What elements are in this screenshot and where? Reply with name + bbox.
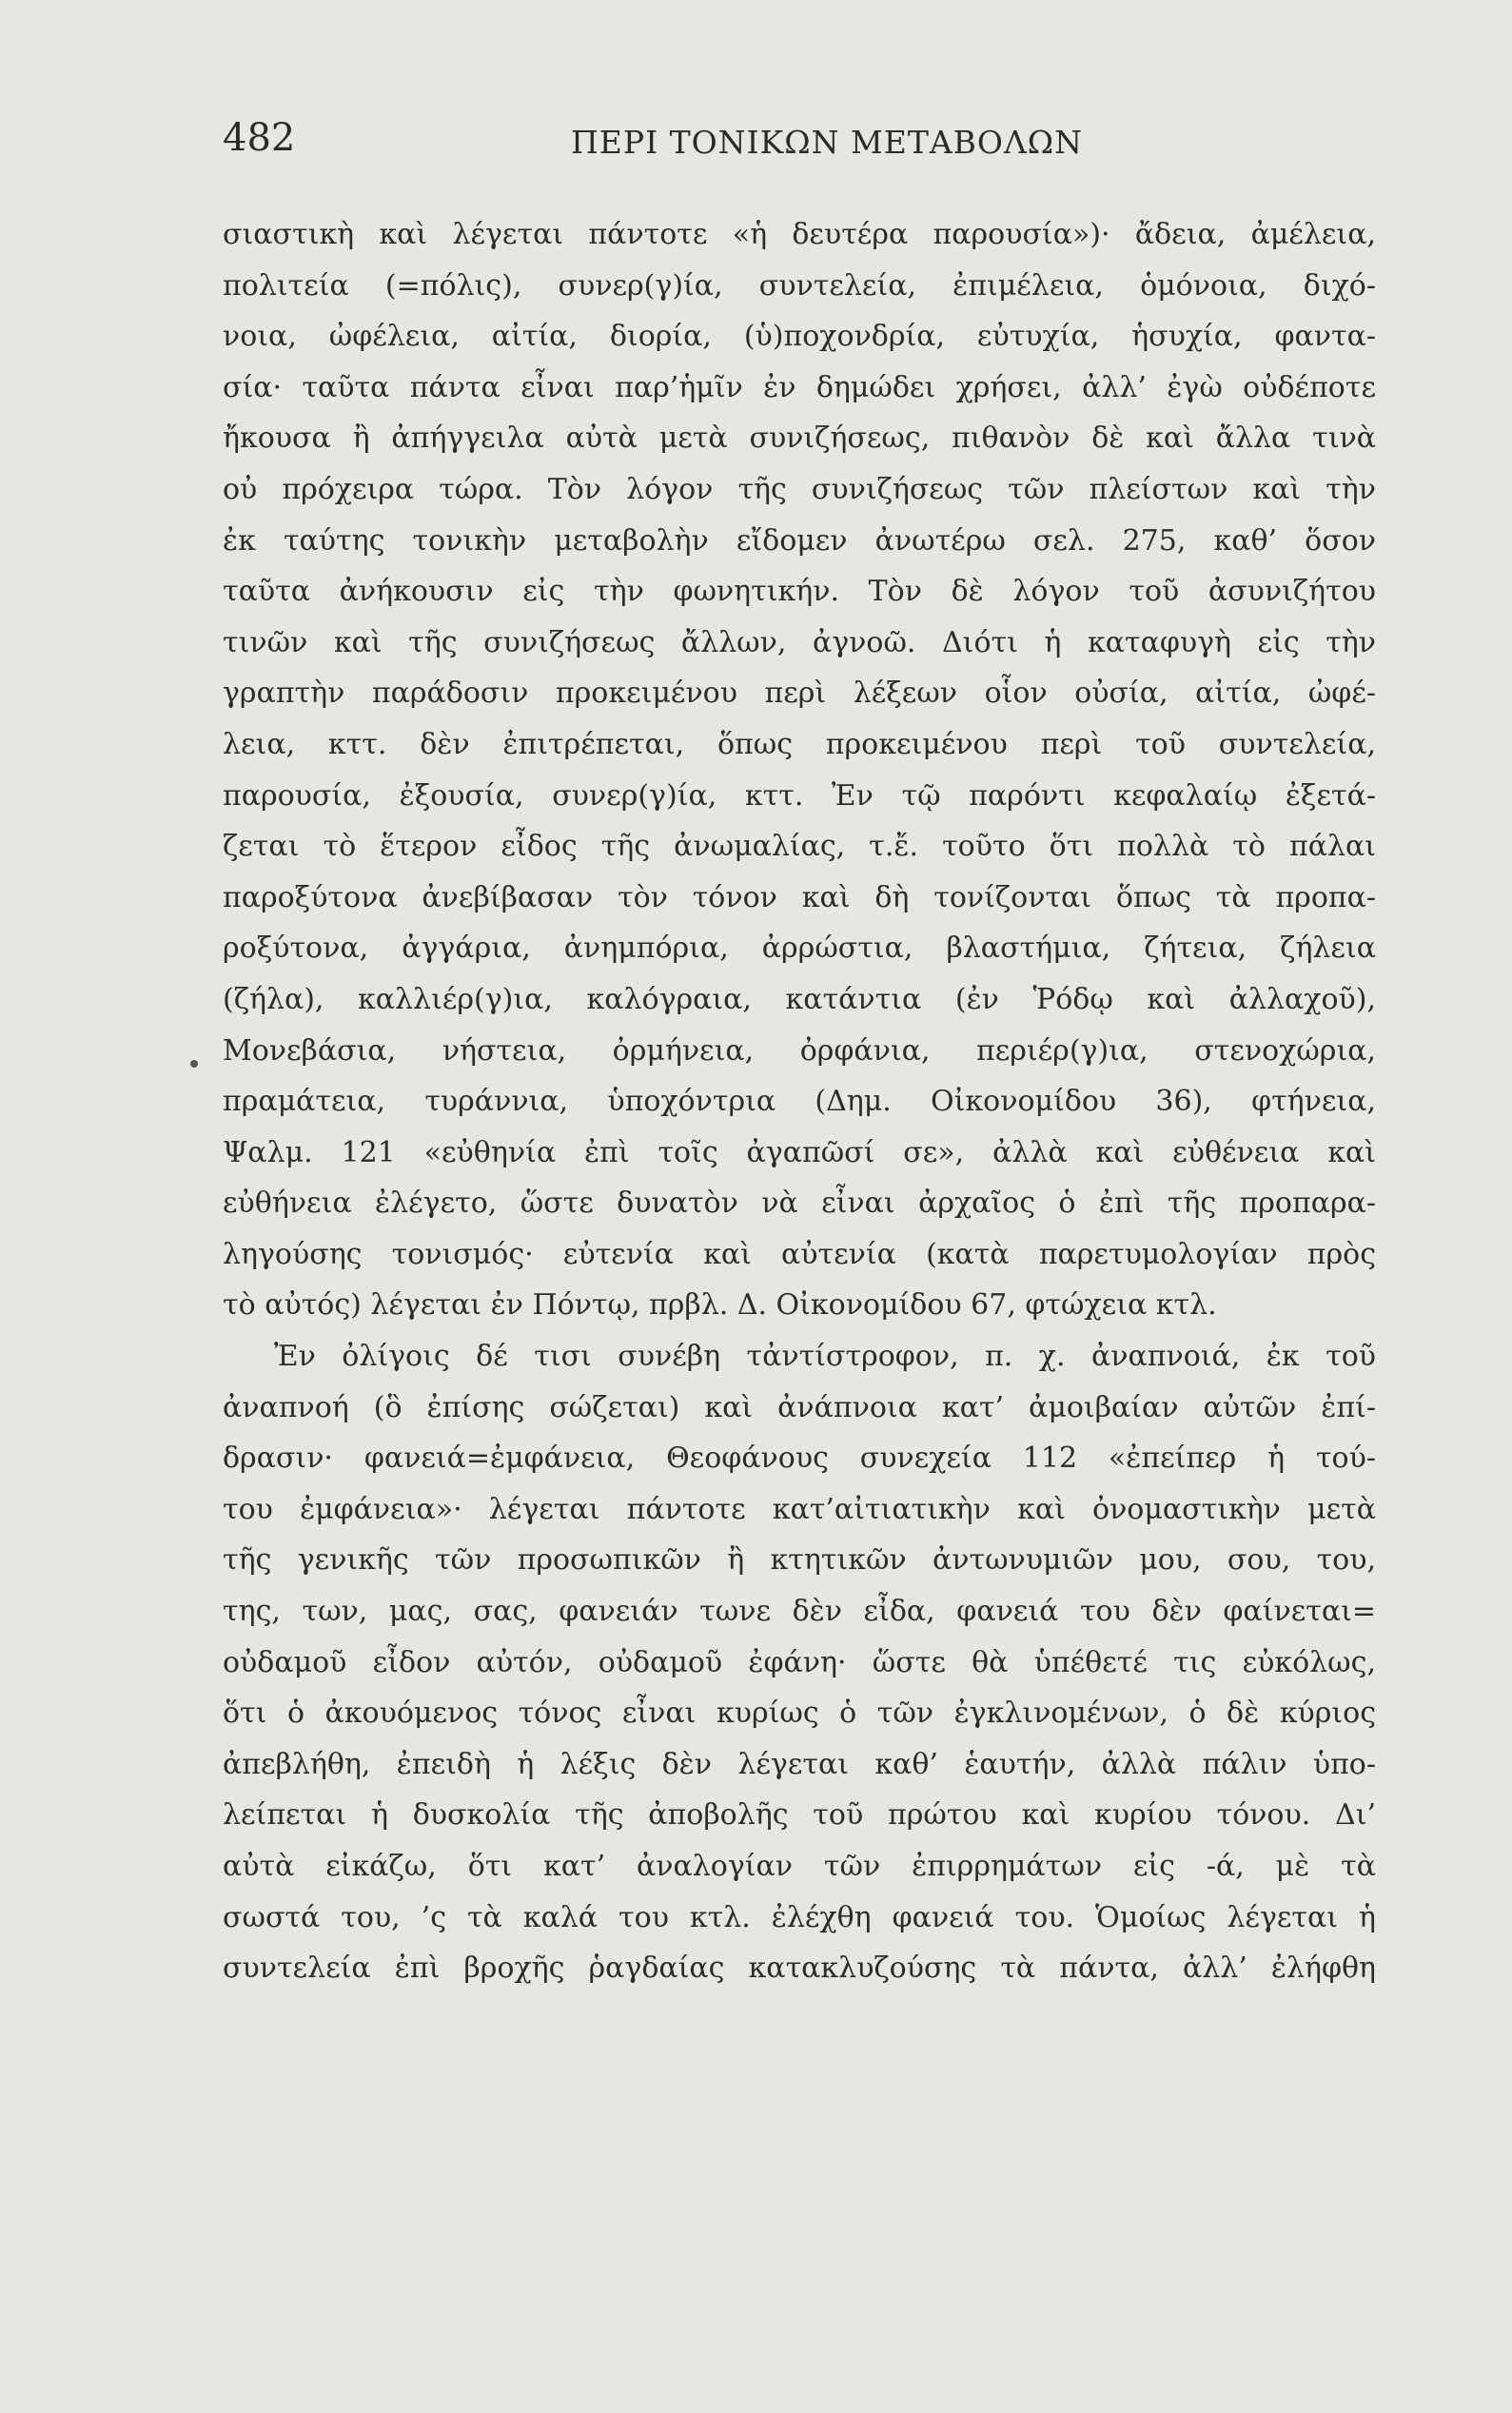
running-head: ΠΕΡΙ ΤΟΝΙΚΩΝ ΜΕΤΑΒΟΛΩΝ	[571, 124, 1084, 161]
text-line: εὐθήνεια ἐλέγετο, ὥστε δυνατὸν νὰ εἶναι ἀρχαῖος ὁ ἐπὶ τῆς προπαρα-	[223, 1187, 1376, 1221]
text-line: πολιτεία (=πόλις), συνερ(γ)ία, συντελεία, ἐπιμέλεια, ὁμόνοια, διχό-	[223, 268, 1376, 303]
text-line: τινῶν καὶ τῆς συνιζήσεως ἄλλων, ἀγνοῶ. Διότι ἡ καταφυγὴ εἰς τὴν	[223, 625, 1376, 659]
body-text	[223, 209, 1376, 1994]
text-line: σιαστικὴ καὶ λέγεται πάντοτε «ἡ δευτέρα παρουσία»)· ἄδεια, ἀμέλεια,	[223, 218, 1376, 251]
text-line: ροξύτονα, ἀγγάρια, ἀνημπόρια, ἀρρώστια, βλαστήμια, ζήτεια, ζήλεια	[223, 932, 1376, 966]
text-line: ἀναπνοή (ὃ ἐπίσης σώζεται) καὶ ἀνάπνοια κατ’ ἀμοιβαίαν αὐτῶν ἐπί-	[223, 1390, 1376, 1424]
text-line: της, των, μας, σας, φανειάν τωνε δὲν εἶδα, φανειά του δὲν φαίνεται=	[223, 1595, 1376, 1629]
text-line: γραπτὴν παράδοσιν προκειμένου περὶ λέξεων οἷον οὐσία, αἰτία, ὠφέ-	[223, 677, 1376, 711]
text-line: δρασιν· φανειά=ἐμφάνεια, Θεοφάνους συνεχεία 112 «ἐπείπερ ἡ τού-	[223, 1442, 1376, 1476]
text-line: νοια, ὠφέλεια, αἰτία, διορία, (ὑ)ποχονδρία, εὐτυχία, ἡσυχία, φαντα-	[223, 320, 1376, 354]
text-line: τὸ αὐτός) λέγεται ἐν Πόντῳ, πρβλ. Δ. Οἰκονομίδου 67, φτώχεια κτλ.	[223, 1288, 1217, 1323]
text-line: Μονεβάσια, νήστεια, ὀρμήνεια, ὀρφάνια, περιέρ(γ)ια, στενοχώρια,	[223, 1033, 1376, 1068]
text-line: ληγούσης τονισμός· εὐτενία καὶ αὐτενία (κατὰ παρετυμολογίαν πρὸς	[223, 1237, 1376, 1271]
text-line: σωστά του, ’ς τὰ καλά του κτλ. ἐλέχθη φανειά του. Ὁμοίως λέγεται ἡ	[223, 1900, 1376, 1934]
text-line: ταῦτα ἀνήκουσιν εἰς τὴν φωνητικήν. Τὸν δὲ λόγον τοῦ ἀσυνιζήτου	[223, 575, 1376, 609]
text-line: του ἐμφάνεια»· λέγεται πάντοτε κατ’αἰτιατικὴν καὶ ὀνομαστικὴν μετὰ	[223, 1492, 1376, 1526]
text-line: ὅτι ὁ ἀκουόμενος τόνος εἶναι κυρίως ὁ τῶν ἐγκλινομένων, ὁ δὲ κύριος	[223, 1697, 1376, 1731]
text-line: (ζήλα), καλλιέρ(γ)ια, καλόγραια, κατάντια (ἐν Ῥόδῳ καὶ ἀλλαχοῦ),	[223, 982, 1376, 1016]
text-line: Ψαλμ. 121 «εὐθηνία ἐπὶ τοῖς ἀγαπῶσί σε», ἀλλὰ καὶ εὐθένεια καὶ	[223, 1135, 1376, 1169]
page-header	[223, 116, 1365, 173]
text-line: οὐ πρόχειρα τώρα. Τὸν λόγον τῆς συνιζήσεως τῶν πλείστων καὶ τὴν	[223, 472, 1376, 506]
text-line: οὐδαμοῦ εἶδον αὐτόν, οὐδαμοῦ ἐφάνη· ὥστε θὰ ὑπέθετέ τις εὐκόλως,	[223, 1645, 1376, 1679]
paragraph-start-line: Ἐν ὀλίγοις δέ τισι συνέβη τἀντίστροφον, π. χ. ἀναπνοιά, ἐκ τοῦ	[274, 1340, 1376, 1374]
margin-mark	[190, 1060, 198, 1068]
text-line: τῆς γενικῆς τῶν προσωπικῶν ἢ κτητικῶν ἀντωνυμιῶν μου, σου, του,	[223, 1543, 1376, 1578]
text-line: λείπεται ἡ δυσκολία τῆς ἀποβολῆς τοῦ πρώτου καὶ κυρίου τόνου. Δι’	[223, 1798, 1376, 1833]
text-line: λεια, κττ. δὲν ἐπιτρέπεται, ὅπως προκειμένου περὶ τοῦ συντελεία,	[223, 727, 1376, 761]
text-line: ἤκουσα ἢ ἀπήγγειλα αὐτὰ μετὰ συνιζήσεως, πιθανὸν δὲ καὶ ἄλλα τινὰ	[223, 422, 1376, 456]
text-line: σία· ταῦτα πάντα εἶναι παρ’ἡμῖν ἐν δημώδει χρήσει, ἀλλ’ ἐγὼ οὐδέποτε	[223, 370, 1376, 404]
text-line: παροξύτονα ἀνεβίβασαν τὸν τόνον καὶ δὴ τονίζονται ὅπως τὰ προπα-	[223, 880, 1376, 914]
text-line: αὐτὰ εἰκάζω, ὅτι κατ’ ἀναλογίαν τῶν ἐπιρρημάτων εἰς -ά, μὲ τὰ	[223, 1850, 1376, 1883]
text-line: συντελεία ἐπὶ βροχῆς ῥαγδαίας κατακλυζούσης τὰ πάντα, ἀλλ’ ἐλήφθη	[223, 1952, 1376, 1986]
text-line: ζεται τὸ ἕτερον εἶδος τῆς ἀνωμαλίας, τ.ἔ. τοῦτο ὅτι πολλὰ τὸ πάλαι	[223, 830, 1376, 864]
text-line: παρουσία, ἐξουσία, συνερ(γ)ία, κττ. Ἐν τῷ παρόντι κεφαλαίῳ ἐξετά-	[223, 778, 1376, 813]
text-line: ἀπεβλήθη, ἐπειδὴ ἡ λέξις δὲν λέγεται καθ’ ἑαυτήν, ἀλλὰ πάλιν ὑπο-	[223, 1747, 1376, 1781]
text-line: πραμάτεια, τυράννια, ὑποχόντρια (Δημ. Οἰκονομίδου 36), φτήνεια,	[223, 1085, 1376, 1119]
page-number: 482	[223, 116, 296, 160]
text-line: ἐκ ταύτης τονικὴν μεταβολὴν εἴδομεν ἀνωτέρω σελ. 275, καθ’ ὅσον	[223, 523, 1376, 558]
